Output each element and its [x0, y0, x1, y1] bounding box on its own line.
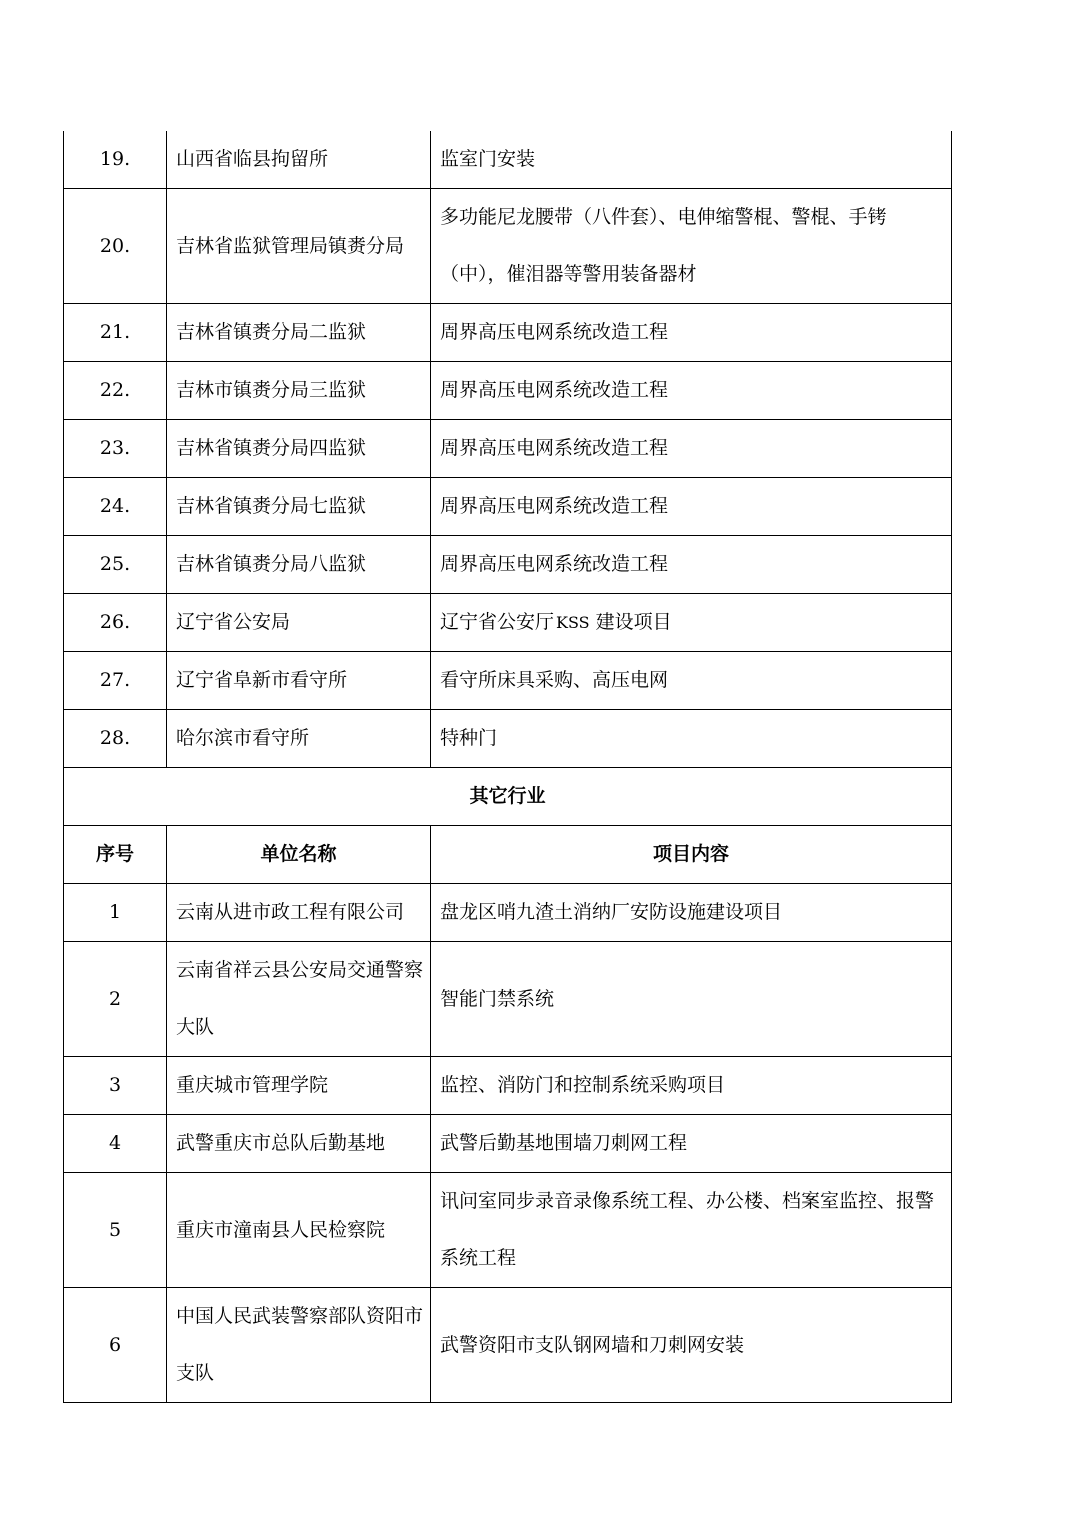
row-number: 2 [64, 942, 167, 1057]
row-number: 4 [64, 1115, 167, 1173]
unit-name: 吉林省监狱管理局镇赉分局 [167, 189, 431, 304]
row-number: 23. [64, 420, 167, 478]
unit-name: 重庆市潼南县人民检察院 [167, 1173, 431, 1288]
row-number: 21. [64, 304, 167, 362]
table-row [64, 420, 952, 478]
project-content: 讯问室同步录音录像系统工程、办公楼、档案室监控、报警系统工程 [431, 1173, 952, 1288]
table-row [64, 1288, 952, 1403]
project-content: 智能门禁系统 [431, 942, 952, 1057]
project-content: 周界高压电网系统改造工程 [431, 536, 952, 594]
header-number: 序号 [64, 826, 167, 884]
content-suffix: 建设项目 [595, 611, 672, 633]
table-row [64, 652, 952, 710]
header-unit-name: 单位名称 [167, 826, 431, 884]
unit-name: 武警重庆市总队后勤基地 [167, 1115, 431, 1173]
content-prefix: 辽宁省公安厅 [440, 611, 555, 633]
table-row [64, 304, 952, 362]
project-content [431, 594, 952, 652]
unit-name: 辽宁省公安局 [167, 594, 431, 652]
table-row [64, 478, 952, 536]
project-content: 监室门安装 [431, 131, 952, 189]
table-row [64, 1173, 952, 1288]
unit-name: 吉林省镇赉分局二监狱 [167, 304, 431, 362]
row-number: 24. [64, 478, 167, 536]
project-content: 看守所床具采购、高压电网 [431, 652, 952, 710]
project-content: 监控、消防门和控制系统采购项目 [431, 1057, 952, 1115]
project-content: 周界高压电网系统改造工程 [431, 362, 952, 420]
project-content: 特种门 [431, 710, 952, 768]
row-number: 19. [64, 131, 167, 189]
row-number: 1 [64, 884, 167, 942]
unit-name: 辽宁省阜新市看守所 [167, 652, 431, 710]
project-content: 盘龙区哨九渣土消纳厂安防设施建设项目 [431, 884, 952, 942]
header-row [64, 826, 952, 884]
table-row [64, 1057, 952, 1115]
table-row [64, 1115, 952, 1173]
unit-name: 吉林省镇赉分局八监狱 [167, 536, 431, 594]
project-content: 武警资阳市支队钢网墙和刀刺网安装 [431, 1288, 952, 1403]
project-content: 周界高压电网系统改造工程 [431, 478, 952, 536]
unit-name: 吉林省镇赉分局七监狱 [167, 478, 431, 536]
project-content: 武警后勤基地围墙刀刺网工程 [431, 1115, 952, 1173]
table-row [64, 362, 952, 420]
unit-name: 云南省祥云县公安局交通警察大队 [167, 942, 431, 1057]
table-row [64, 942, 952, 1057]
unit-name: 山西省临县拘留所 [167, 131, 431, 189]
row-number: 22. [64, 362, 167, 420]
row-number: 20. [64, 189, 167, 304]
row-number: 3 [64, 1057, 167, 1115]
section-title-row [64, 768, 952, 826]
table-row [64, 131, 952, 189]
unit-name: 哈尔滨市看守所 [167, 710, 431, 768]
row-number: 25. [64, 536, 167, 594]
section-title: 其它行业 [64, 768, 952, 826]
unit-name: 吉林省镇赉分局四监狱 [167, 420, 431, 478]
row-number: 5 [64, 1173, 167, 1288]
table-row [64, 884, 952, 942]
content-code: KSS [556, 613, 590, 632]
row-number: 27. [64, 652, 167, 710]
unit-name: 重庆城市管理学院 [167, 1057, 431, 1115]
row-number: 26. [64, 594, 167, 652]
table-row [64, 189, 952, 304]
unit-name: 吉林市镇赉分局三监狱 [167, 362, 431, 420]
table-row [64, 594, 952, 652]
project-content: 周界高压电网系统改造工程 [431, 420, 952, 478]
table-row [64, 710, 952, 768]
row-number: 6 [64, 1288, 167, 1403]
row-number: 28. [64, 710, 167, 768]
project-content: 周界高压电网系统改造工程 [431, 304, 952, 362]
unit-name: 中国人民武装警察部队资阳市支队 [167, 1288, 431, 1403]
table-row [64, 536, 952, 594]
unit-name: 云南从进市政工程有限公司 [167, 884, 431, 942]
project-content: 多功能尼龙腰带（八件套）、电伸缩警棍、警棍、手铐（中），催泪器等警用装备器材 [431, 189, 952, 304]
header-project-content: 项目内容 [431, 826, 952, 884]
projects-table [63, 131, 952, 1403]
